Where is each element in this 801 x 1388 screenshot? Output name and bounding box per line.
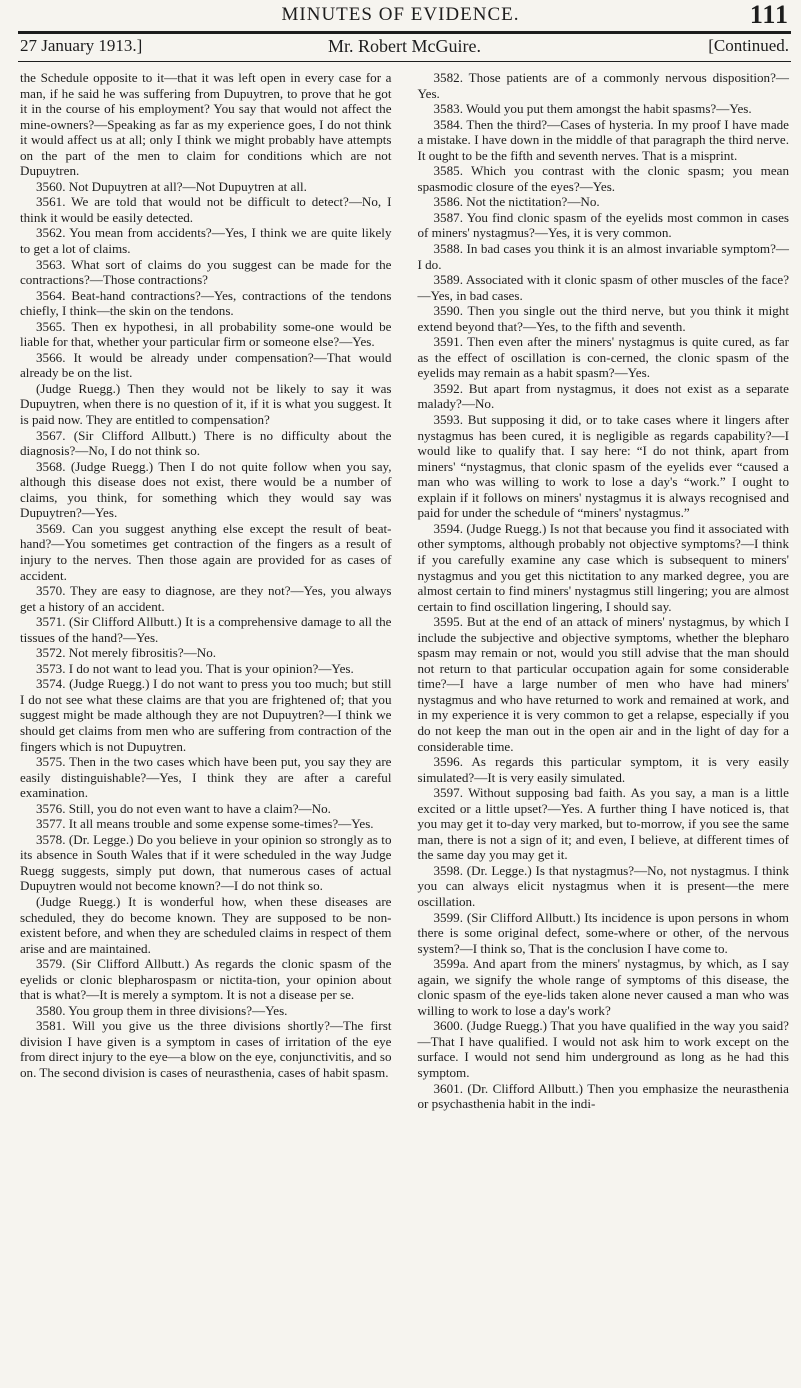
paragraph: 3578. (Dr. Legge.) Do you believe in your opinion so strongly as to its absence in South Wales that if it were scheduled in the way Judge Ruegg suggests, simply put down, that numerous cases of actual Dupuytren would not become known?—I do not think so. (20, 831, 392, 894)
paragraph: (Judge Ruegg.) It is wonderful how, when these diseases are scheduled, they do become known. They are supposed to be non-existent before, and when they are scheduled claims in respect of them arise and are maintained. (20, 893, 392, 956)
witness-name: Mr. Robert McGuire. (328, 36, 481, 56)
paragraph: 3598. (Dr. Legge.) Is that nystagmus?—No, not nystagmus. I think you can always elicit nystagmus when it is present—the mere oscillation. (417, 862, 789, 909)
left-column (20, 70, 392, 1112)
continued-marker: [Continued. (708, 36, 789, 55)
paragraph: 3569. Can you suggest anything else except the result of beat-hand?—You sometimes get contraction of the fingers as a result of injury to the nerves. Then those again are provided for as cases of accident. (20, 520, 392, 583)
text-columns (20, 70, 789, 1112)
paragraph: 3601. (Dr. Clifford Allbutt.) Then you emphasize the neurasthenia or psychasthenia habit in the indi- (417, 1080, 789, 1112)
paragraph: 3587. You find clonic spasm of the eyelids most common in cases of miners' nystagmus?—Yes, it is very common. (417, 209, 789, 241)
right-column (418, 70, 790, 1112)
paragraph: 3564. Beat-hand contractions?—Yes, contractions of the tendons chiefly, I think—the skin on the tendons. (20, 287, 392, 319)
paragraph: 3595. But at the end of an attack of miners' nystagmus, by which I include the subjective and objective symptoms, whether the blepharo spasm may remain or not, would you still advise that the man should not return to that particular occupation again for some considerable time?—I have a large number of men who have had miners' nystagmus and who have returned to work and remained at work, and in my experience it is very common to get a relapse, especially if you do not keep the man out in the open air and in the light of day for a considerable time. (417, 614, 789, 754)
paragraph: 3584. Then the third?—Cases of hysteria. In my proof I have made a mistake. I have down in the middle of that paragraph the third nerve. It ought to be the fifth and seventh nerves. That is a misprint. (417, 116, 789, 163)
paragraph: 3596. As regards this particular symptom, it is very easily simulated?—It is very easily simulated. (417, 754, 789, 785)
paragraph: 3600. (Judge Ruegg.) That you have qualified in the way you said?—That I have qualified. I would not ask him to work except on the surface. I would not send him underground as long as he had this symptom. (417, 1018, 789, 1080)
paragraph: 3572. Not merely fibrositis?—No. (36, 645, 217, 661)
paragraph: 3593. But supposing it did, or to take cases where it lingers after nystagmus has been cured, it is negligible as regards capability?—I would like to qualify that. I say here: “I do not think, apart from miners' “nystagmus, that clonic spasm of the eyelids ever “caused a man who was willing to work to lose a day's “work.” I ought to explain if it follows on miners' nystagmus it is always recognised and paid for under the schedule of “miners' nystagmus.” (417, 412, 789, 521)
header-rule-thin (18, 61, 791, 62)
paragraph: 3581. Will you give us the three divisions shortly?—The first division I have given is a symptom in cases of irritation of the eye from direct injury to the eye—a blow on the eye, conjunctivitis, and so on. The second division is cases of neurasthenia, cases of habit spasm. (20, 1018, 392, 1080)
paragraph: 3571. (Sir Clifford Allbutt.) It is a comprehensive damage to all the tissues of the hand?—Yes. (20, 614, 392, 645)
paragraph: 3560. Not Dupuytren at all?—Not Dupuytren at all. (36, 178, 307, 194)
paragraph: 3566. It would be already under compensation?—That would already be on the list. (20, 349, 392, 381)
paragraph: 3591. Then even after the miners' nystagmus is quite cured, as far as the effect of oscillation is con-cerned, the clonic spasm of the eyelids may remain as a habit spasm?—Yes. (417, 334, 789, 381)
paragraph: 3574. (Judge Ruegg.) I do not want to press you too much; but still I do not see what these claims are that you are frightened of; that you suggest might be made although they are not Dupuytren?—I think we should get claims from men who are suffering from contraction of the fingers which is not Dupuytren. (20, 676, 392, 754)
paragraph: 3585. Which you contrast with the clonic spasm; you mean spasmodic closure of the eyes?—Yes. (417, 163, 789, 194)
paragraph: 3577. It all means trouble and some expense some-times?—Yes. (36, 816, 374, 832)
paragraph: 3579. (Sir Clifford Allbutt.) As regards the clonic spasm of the eyelids or clonic blepharospasm or nictita-tion, your opinion about that is what?—It is merely a symptom. It is not a disease per se. (20, 956, 392, 1003)
paragraph: 3586. Not the nictitation?—No. (433, 194, 600, 210)
paragraph: 3592. But apart from nystagmus, it does not exist as a separate malady?—No. (417, 380, 789, 412)
hearing-date: 27 January 1913.] (20, 36, 143, 55)
paragraph: 3576. Still, you do not even want to have a claim?—No. (36, 800, 331, 816)
header-rule-thick (18, 31, 791, 34)
paragraph: 3562. You mean from accidents?—Yes, I think we are quite likely to get a lot of claims. (20, 225, 392, 257)
paragraph: 3594. (Judge Ruegg.) Is not that because you find it associated with other symptoms, although probably not objective symptoms?—I think if you carefully examine any case which is subsequent to miners' nystagmus and you get this nictitation to any marked degree, you are almost certain to find miners' nystagmus still lingering; you are almost certain to find oscillation lingering, I should say. (417, 520, 789, 614)
paragraph: 3573. I do not want to lead you. That is your opinion?—Yes. (36, 660, 354, 676)
paragraph: 3599. (Sir Clifford Allbutt.) Its incidence is upon persons in whom there is some original defect, some-where or other, of the nervous system?—I think so, That is the conclusion I have come to. (417, 909, 789, 956)
paragraph: 3599a. And apart from the miners' nystagmus, by which, as I say again, we signify the whole range of symptoms of this disease, the clonic spasm of the eye-lids taken alone never caused a man who was willing to work to lose a day's work? (417, 956, 789, 1018)
paragraph: (Judge Ruegg.) Then they would not be likely to say it was Dupuytren, when there is no question of it, if it is what you suggest. It is paid now. They are entitled to compensation? (20, 380, 392, 428)
paragraph: 3575. Then in the two cases which have been put, you say they are easily distinguishable?—Yes, I think they are after a careful examination. (20, 754, 392, 801)
paragraph: 3589. Associated with it clonic spasm of other muscles of the face?—Yes, in bad cases. (417, 272, 789, 303)
paragraph: 3563. What sort of claims do you suggest can be made for the contractions?—Those contractions? (20, 256, 392, 288)
paragraph: 3582. Those patients are of a commonly nervous disposition?—Yes. (417, 70, 789, 101)
paragraph: 3580. You group them in three divisions?—Yes. (36, 1002, 288, 1018)
page-number: 111 (749, 0, 789, 29)
paragraph: the Schedule opposite to it—that it was left open in every case for a man, if he said he was suffering from Dupuytren, to prove that he got it in the course of his employment? You say that would not affect the mine-owners?—Speaking as far as my experience goes, I do not think it would affect us at all; only I think we might probably have attempts on the part of the men to claim for conditions which are not Dupuytren. (20, 70, 392, 179)
paragraph: 3561. We are told that would not be difficult to detect?—No, I think it would be easily detected. (20, 194, 392, 225)
running-head: MINUTES OF EVIDENCE. (281, 4, 520, 25)
paragraph: 3588. In bad cases you think it is an almost invariable symptom?—I do. (417, 241, 789, 272)
paragraph: 3583. Would you put them amongst the habit spasms?—Yes. (433, 101, 752, 117)
paragraph: 3567. (Sir Clifford Allbutt.) There is no difficulty about the diagnosis?—No, I do not think so. (20, 427, 392, 459)
paragraph: 3565. Then ex hypothesi, in all probability some-one would be liable for that, whether your particular firm or someone else?—Yes. (20, 318, 392, 350)
paragraph: 3590. Then you single out the third nerve, but you think it might extend beyond that?—Yes, to the fifth and seventh. (417, 303, 789, 334)
paragraph: 3568. (Judge Ruegg.) Then I do not quite follow when you say, although this disease does not exist, there would be a number of claims, you think, for something which they would say was Dupuytren?—Yes. (20, 458, 392, 521)
paragraph: 3570. They are easy to diagnose, are they not?—Yes, you always get a history of an accident. (20, 583, 392, 614)
paragraph: 3597. Without supposing bad faith. As you say, a man is a little excited or a little upset?—Yes. A further thing I have noticed is, that you may get it to-day very marked, but to-morrow, if you see the same man, there is not a sign of it; and even, I believe, at different times of the same day you may get it. (417, 785, 789, 863)
subheader (20, 36, 789, 58)
